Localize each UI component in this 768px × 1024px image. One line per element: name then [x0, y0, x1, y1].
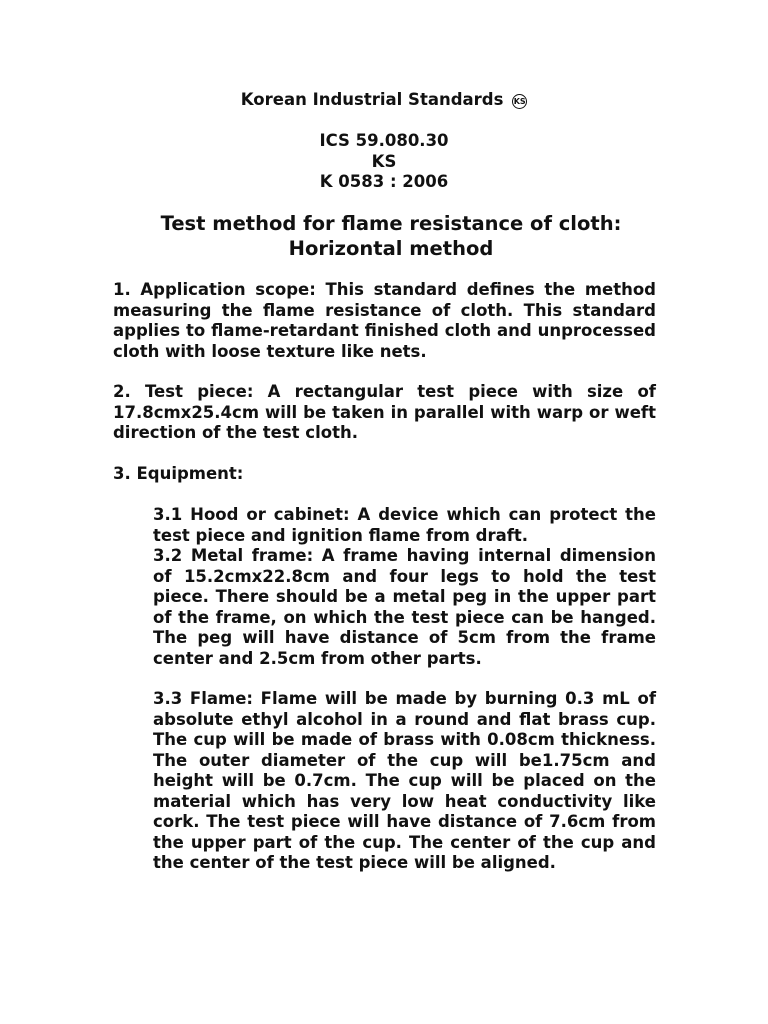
equipment-item-hood: 3.1 Hood or cabinet: A device which can protect the test piece and ignition flame from draft.	[153, 505, 656, 545]
equipment-item-flame: 3.3 Flame: Flame will be made by burning 0.3 mL of absolute ethyl alcohol in a round and flat brass cup. The cup will be made of brass with 0.08cm thickness. The outer diameter of the cup will be1.75cm and height will be 0.7cm. The cup will be placed on the material which has very low heat conductivity like cork. The test piece will have distance of 7.6cm from the upper part of the cup. The center of the cup and the center of the test piece will be aligned.	[153, 689, 656, 872]
ks-label: KS	[371, 151, 397, 171]
standard-number: K 0583 : 2006	[319, 172, 449, 191]
standard-codes	[0, 131, 768, 193]
ks-mark-icon: KS	[512, 94, 527, 109]
section-equipment-heading: 3. Equipment:	[113, 464, 244, 483]
standards-header	[0, 90, 768, 110]
title-line-2: Horizontal method	[288, 237, 494, 260]
org-name: Korean Industrial Standards	[240, 90, 504, 109]
title-line-1: Test method for flame resistance of cloth:	[160, 212, 622, 235]
equipment-item-metal-frame: 3.2 Metal frame: A frame having internal dimension of 15.2cmx22.8cm and four legs to hold the test piece. There should be a metal peg in the upper part of the frame, on which the test piece can be hanged. The peg will have distance of 5cm from the frame center and 2.5cm from other parts.	[153, 546, 656, 668]
section-test-piece: 2. Test piece: A rectangular test piece with size of 17.8cmx25.4cm will be taken in parallel with warp or weft direction of the test cloth.	[113, 382, 656, 442]
ics-code: ICS 59.080.30	[319, 131, 449, 150]
section-application-scope: 1. Application scope: This standard defines the method measuring the flame resistance of cloth. This standard applies to flame-retardant finished cloth and unprocessed cloth with loose texture like nets.	[113, 280, 656, 361]
document-title	[0, 211, 768, 261]
